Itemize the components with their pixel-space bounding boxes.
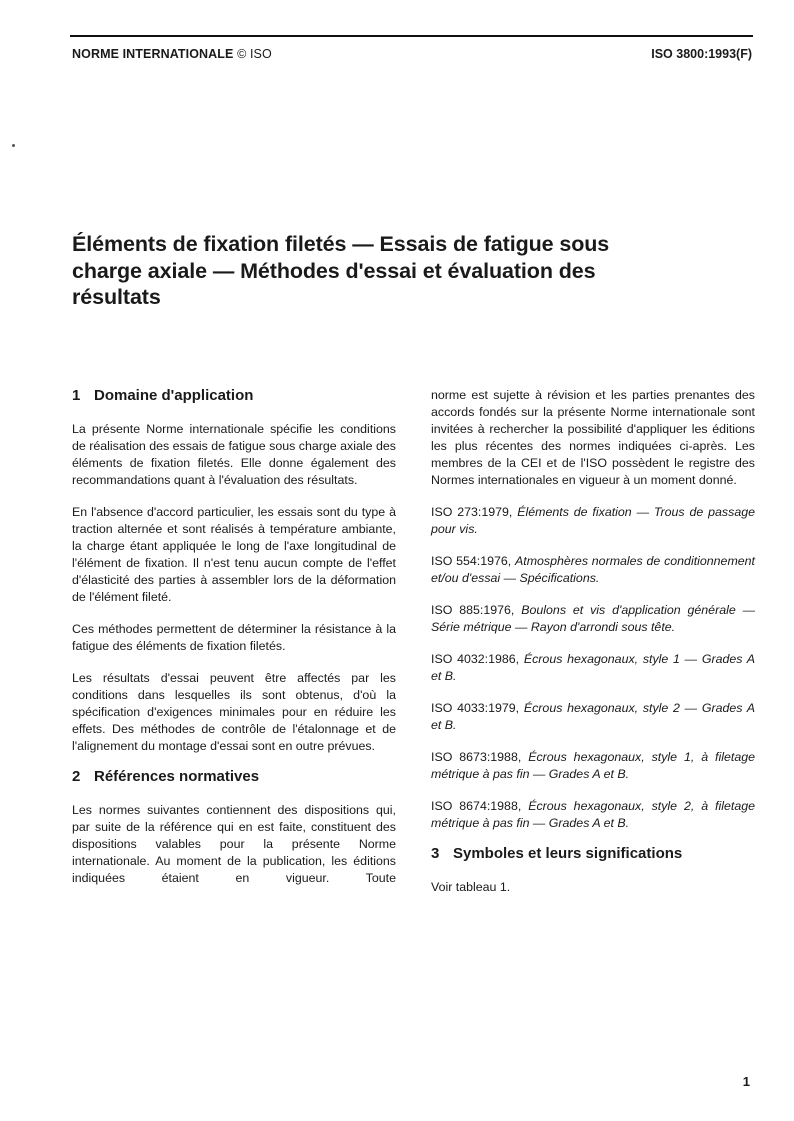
reference-code: ISO 8674:1988,: [431, 799, 529, 813]
normative-reference-item: [431, 602, 755, 636]
document-title: [72, 231, 732, 311]
reference-title: Éléments de fixation — Trous de passage pour vis.: [431, 505, 755, 536]
section-1-heading: [72, 386, 396, 406]
section-2-number: 2: [72, 768, 81, 785]
reference-title: Écrous hexagonaux, style 1, à filetage métrique à pas fin — Grades A et B.: [431, 750, 755, 781]
section-1-paragraph-4: Les résultats d'essai peuvent être affectés par les conditions dans lesquelles ils sont obtenus, d'où la spécification d'exigences minimales pour en réduire les effets. Des méthodes de contrôle de l'étalonnage et de l'alignement du montage d'essai sont en outre prévues.: [72, 671, 396, 753]
section-2-heading: [72, 767, 396, 787]
reference-code: ISO 4032:1986,: [431, 652, 524, 666]
scan-speck: [12, 144, 15, 147]
section-2-intro: Les normes suivantes contiennent des dispositions qui, par suite de la référence qui en est faite, constituent des dispositions valables pour la présente Norme internationale. Au moment de la publication, les éditions indiquées étaient en vigueur. Toute: [72, 803, 396, 885]
normative-reference-item: [431, 651, 755, 685]
title-line-3: résultats: [72, 285, 161, 309]
section-3-number: 3: [431, 845, 440, 862]
normative-references-list: [431, 504, 755, 832]
reference-code: ISO 273:1979,: [431, 505, 518, 519]
normative-reference-item: [431, 749, 755, 783]
left-column: [72, 386, 396, 887]
section-3-text: Voir tableau 1.: [431, 880, 511, 894]
reference-code: ISO 4033:1979,: [431, 701, 524, 715]
section-3-title: Symboles et leurs significations: [453, 845, 683, 862]
section-1-title: Domaine d'application: [94, 387, 254, 404]
header-rule: [70, 35, 753, 37]
title-line-2: charge axiale — Méthodes d'essai et évaluation des: [72, 258, 596, 283]
reference-code: ISO 885:1976,: [431, 603, 522, 617]
reference-title: Atmosphères normales de conditionnement et/ou d'essai — Spécifications.: [431, 554, 755, 585]
section-1-paragraph-1: La présente Norme internationale spécifie les conditions de réalisation des essais de fatigue sous charge axiale des éléments de fixation filetés. Elle donne également des recommandations quant à l'évaluation des résultats.: [72, 422, 396, 487]
section-2-intro-continued: norme est sujette à révision et les parties prenantes des accords fondés sur la présente Norme internationale sont invitées à rechercher la possibilité d'appliquer les éditions les plus récentes des normes indiquées ci-après. Les membres de la CEI et de l'ISO possèdent le registre des Normes internationales en vigueur à un moment donné.: [431, 388, 755, 487]
header-copyright-mark: © ISO: [237, 47, 272, 61]
section-1-number: 1: [72, 387, 81, 404]
header-standard-type: NORME INTERNATIONALE: [72, 47, 234, 61]
reference-title: Écrous hexagonaux, style 2 — Grades A et B.: [431, 701, 755, 732]
reference-code: ISO 554:1976,: [431, 554, 516, 568]
section-1-paragraph-3: Ces méthodes permettent de déterminer la résistance à la fatigue des éléments de fixation filetés.: [72, 622, 396, 653]
reference-title: Boulons et vis d'application générale — Série métrique — Rayon d'arrondi sous tête.: [431, 603, 755, 634]
section-2-title: Références normatives: [94, 768, 260, 785]
right-column: [431, 387, 755, 896]
title-line-1: Éléments de fixation filetés — Essais de fatigue sous: [72, 232, 610, 256]
page-number: 1: [742, 1074, 750, 1089]
normative-reference-item: [431, 700, 755, 734]
normative-reference-item: [431, 504, 755, 538]
normative-reference-item: [431, 553, 755, 587]
header-document-number: ISO 3800:1993(F): [651, 47, 752, 61]
section-3-heading: [431, 844, 755, 864]
header-standard-label: [72, 47, 272, 61]
reference-code: ISO 8673:1988,: [431, 750, 529, 764]
reference-title: Écrous hexagonaux, style 2, à filetage métrique à pas fin — Grades A et B.: [431, 799, 755, 830]
section-1-paragraph-2: En l'absence d'accord particulier, les essais sont du type à traction alternée et sont réalisés à température ambiante, la charge étant appliquée le long de l'axe longitudinal de l'élément de fixation. Il n'est tenu aucun compte de l'effet d'élasticité des parties à assembler lors de la déformation de l'élément fileté.: [72, 505, 396, 604]
reference-title: Écrous hexagonaux, style 1 — Grades A et B.: [431, 652, 755, 683]
normative-reference-item: [431, 798, 755, 832]
